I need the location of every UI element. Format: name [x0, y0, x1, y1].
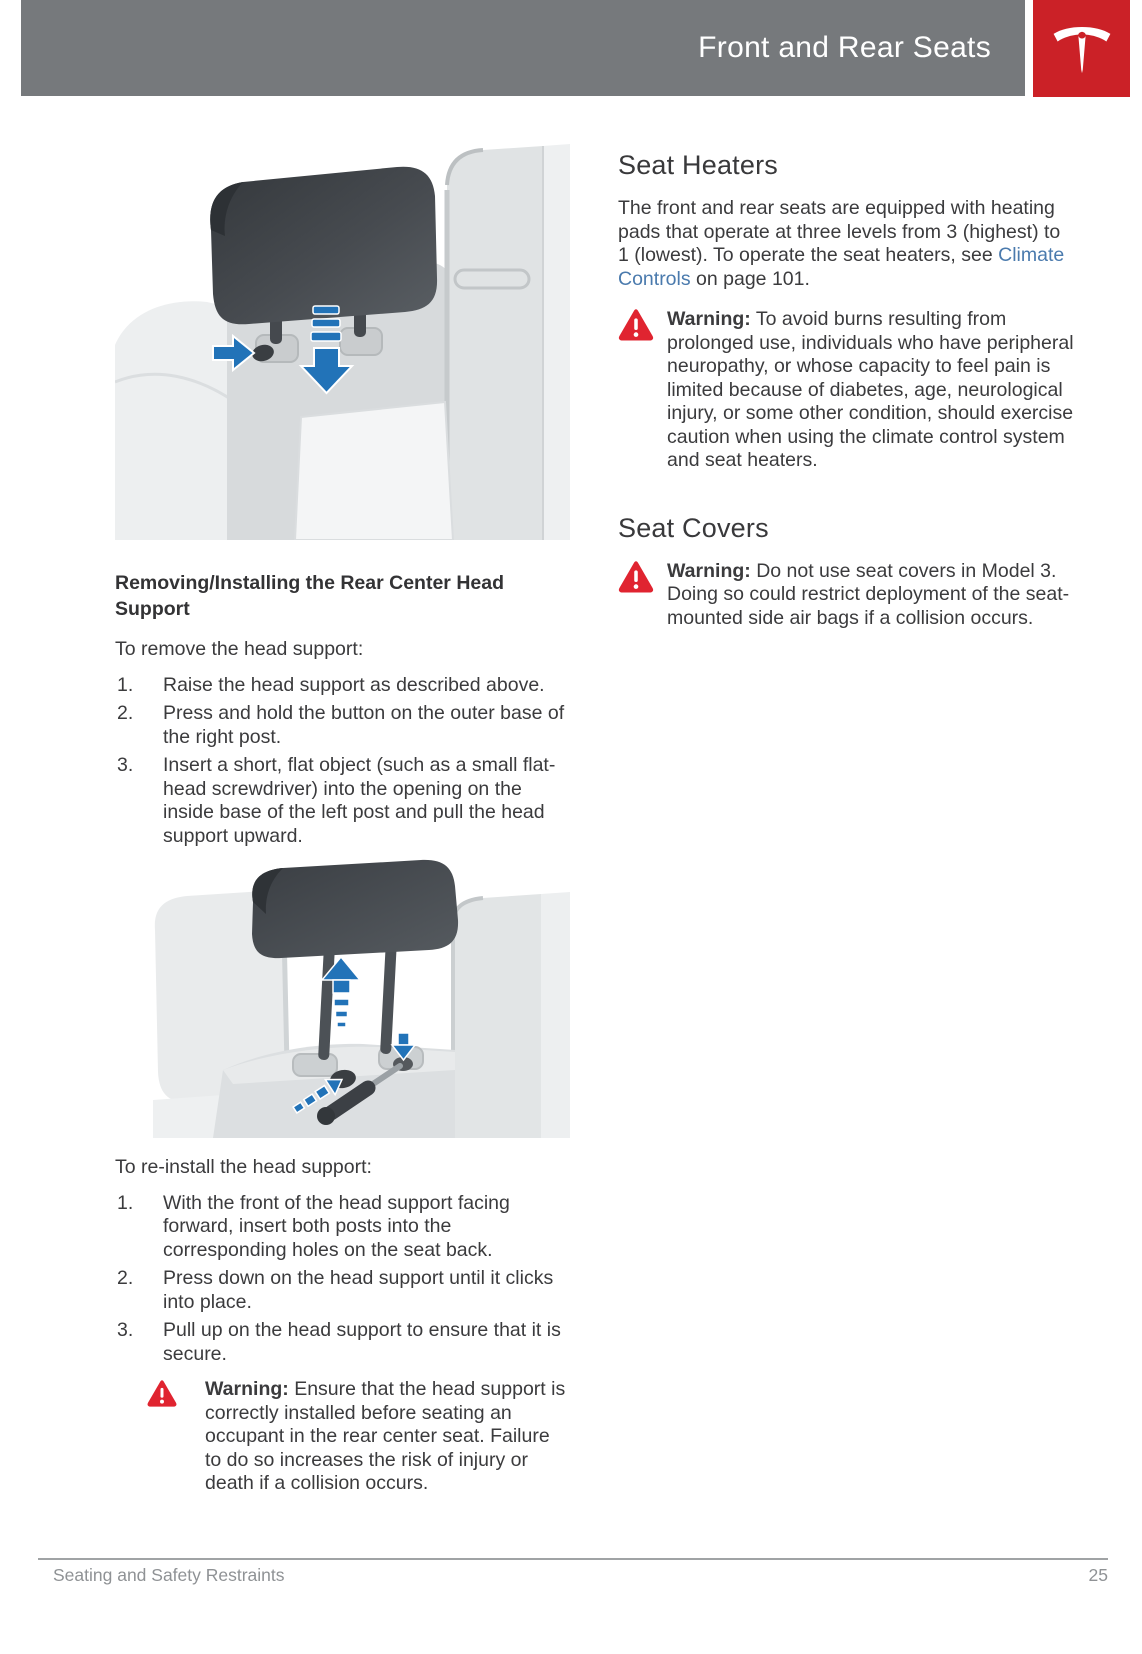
warning-text: To avoid burns resulting from prolonged use, individuals who have peripheral neuropathy, or whose capacity to feel pain is limited because of diabetes, age, neurological injury, or some other condition, should exercise caution when using the climate control system and seat heaters.	[667, 308, 1074, 471]
reinstall-steps-list	[115, 1192, 570, 1367]
warning-text-block	[205, 1378, 570, 1496]
remove-intro: To remove the head support:	[115, 638, 364, 660]
list-item	[115, 754, 570, 848]
head-support-button-figure	[115, 130, 570, 540]
step-text: Raise the head support as described above.	[163, 673, 545, 696]
footer-chapter-title: Seating and Safety Restraints	[53, 1565, 285, 1585]
paragraph-text: The front and rear seats are equipped with heating pads that operate at three levels from 3 (highest) to 1 (lowest). To operate the seat heaters, see	[618, 197, 1061, 266]
remove-steps-list	[115, 674, 570, 849]
warning-label: Warning:	[205, 1378, 289, 1400]
warning-text-block	[667, 560, 1075, 631]
section-heading-seat-heaters: Seat Heaters	[618, 150, 778, 180]
right-column	[618, 150, 1075, 670]
reinstall-intro: To re-install the head support:	[115, 1156, 372, 1178]
step-text: Insert a short, flat object (such as a small flat-head screwdriver) into the opening on the inside base of the left post and pull the head support upward.	[163, 754, 556, 847]
tesla-logo-box	[1033, 0, 1130, 97]
footer-inner	[38, 1560, 1108, 1586]
warning-icon	[618, 309, 654, 341]
page-number: 25	[1088, 1565, 1108, 1585]
section-heading-seat-covers: Seat Covers	[618, 512, 769, 543]
warning-text: Do not use seat covers in Model 3. Doing so could restrict deployment of the seat-mounted side air bags if a collision occurs.	[667, 559, 1070, 629]
seat-heaters-warning	[618, 308, 1075, 473]
step-number: 3.	[117, 1319, 134, 1341]
page-title: Front and Rear Seats	[698, 31, 991, 64]
seat-heaters-paragraph	[618, 197, 1075, 291]
warning-icon	[147, 1380, 177, 1407]
step-number: 1.	[117, 1191, 134, 1214]
step-text: Pull up on the head support to ensure that it is secure.	[163, 1319, 561, 1365]
warning-label: Warning:	[667, 559, 751, 582]
list-item	[115, 1319, 570, 1366]
footer	[38, 1558, 1108, 1586]
sub-heading: Removing/Installing the Rear Center Head Support	[115, 572, 505, 620]
warning-text-block	[667, 308, 1075, 473]
list-item	[115, 1267, 570, 1314]
step-number: 1.	[117, 673, 134, 696]
step-number: 2.	[117, 1267, 134, 1289]
step-text: With the front of the head support facing forward, insert both posts into the corresponding holes on the seat back.	[163, 1191, 510, 1261]
list-item	[115, 1192, 570, 1263]
step-number: 3.	[117, 754, 134, 776]
climate-controls-link[interactable]: Climate Controls	[618, 244, 1065, 290]
tesla-logo-icon	[1053, 20, 1111, 78]
warning-text: Ensure that the head support is correctly installed before seating an occupant in the rear center seat. Failure to do so increases the risk of injury or death if a collision occurs.	[205, 1378, 566, 1494]
head-support-removal-figure	[153, 858, 570, 1138]
step-text: Press down on the head support until it clicks into place.	[163, 1267, 554, 1313]
list-item	[115, 674, 570, 698]
warning-icon	[618, 561, 654, 593]
seat-covers-warning	[618, 560, 1075, 631]
warning-label: Warning:	[667, 308, 751, 330]
step-text: Press and hold the button on the outer base of the right post.	[163, 702, 565, 748]
paragraph-text: on page 101.	[690, 267, 810, 290]
header-bar	[21, 0, 1025, 96]
step-number: 2.	[117, 702, 134, 724]
head-support-warning	[147, 1378, 570, 1496]
list-item	[115, 702, 570, 749]
left-column	[115, 130, 570, 1496]
